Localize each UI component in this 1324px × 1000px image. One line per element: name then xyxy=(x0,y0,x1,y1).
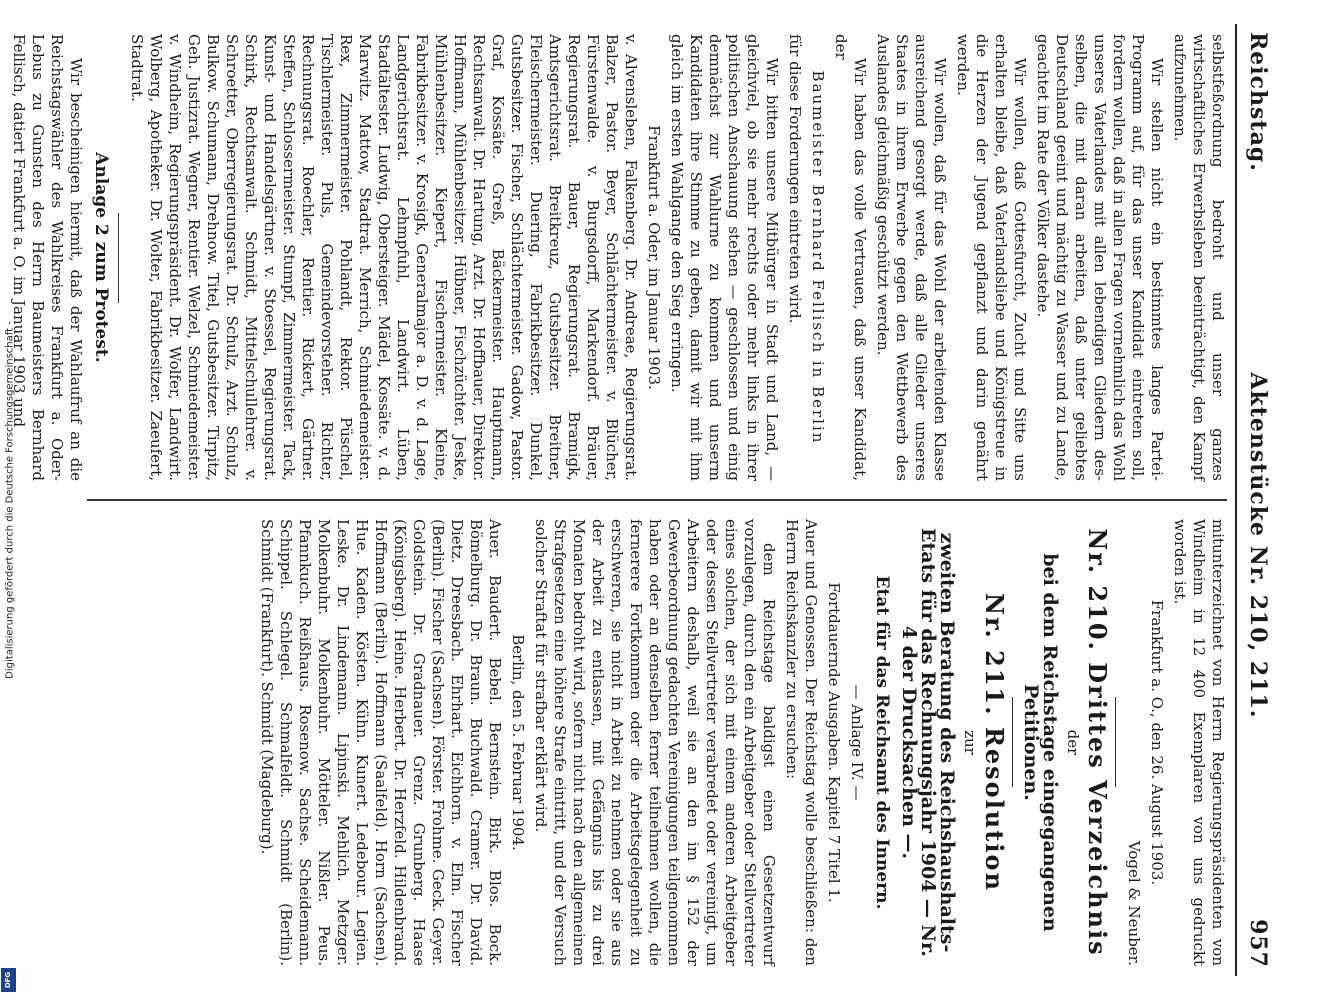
place-date: Berlin, den 5. Februar 1904. xyxy=(509,634,527,851)
signature: Vogel & Neuber. xyxy=(1125,840,1143,966)
separator xyxy=(1012,697,1013,787)
separator xyxy=(1115,697,1116,787)
annex-heading: Anlage 2 zum Protest. xyxy=(91,152,111,363)
place-date: Frankfurt a. O., den 26. August 1903. xyxy=(1148,599,1166,886)
document-number: Nr. 211. xyxy=(980,593,1009,717)
paragraph: Wir bitten unsere Mitbürger in Stadt und Land, — gleichviel, ob sie mehr rechts oder mehr links in ihrer politischen Anschauung stehen — geschlossen und einig demnächst zur Wahlurne zu kommen und unserm Kandidaten ihre Stimme zu geben, damit wir mit ihm gleich im ersten Wahlgange den Sieg erringen. xyxy=(668,34,781,481)
paragraph: mitunterzeichnet von Herrn Regierungspräsidenten von Windheim in 12 400 Exemplaren von uns gedruckt worden ist. xyxy=(1171,518,1227,966)
digitization-credit: Digitalisierung gefördert durch die Deutsche Forschungsgemeinschaft - xyxy=(4,321,16,679)
document-title: Resolution xyxy=(980,726,1009,892)
column-rule xyxy=(87,499,1227,501)
signatory-names: Auer. Baudert. Bebel. Bernstein. Birk. Blos. Bock. Bömelburg. Dr. Braun. Buchwald. Cramer. Dr. David. Dietz. Dreesbach. Ehrhart. Eichhorn. v. Elm. Fischer (Berlin). Fischer (Sachsen). Förster. Frohme. Geck. Geyer. Goldstein. Dr. Gradnauer. Grenz. Grunberg. Haase (Königsberg). Heine. Herbert. Dr. Herzfeld. Hildenbrand. Hoffmann (Berlin). Hoffmann (Saalfeld). Horn (Sachsen). Hue. Kaden. Kösten. Kühn. Kunert. Ledebour. Legien. Leske. Dr. Lindemann. Lipinski. Mehlich. Metzger. Molkenbuhr. Molkenbuhr. Mötteler. Nißler. Peus. Pfannkuch. Reißhaus. Rosenow. Sachse. Scheidemann. Schippel. Schlegel. Schmalfeldt. Schmidt (Berlin). Schmidt (Frankfurt). Schmidt (Magdeburg). xyxy=(258,518,504,966)
header-center: Aktenstücke Nr. 210, 211. xyxy=(1245,372,1271,719)
dfg-logo-text: DFG xyxy=(4,971,13,989)
dfg-logo xyxy=(1,968,16,992)
separator xyxy=(118,213,119,303)
connector-word: der xyxy=(1064,729,1082,756)
section-heading: Etat für das Reichsamt des Innern. xyxy=(872,575,892,910)
document-210-title xyxy=(1083,519,1112,966)
column-left xyxy=(10,24,1227,491)
place-date: Frankfurt a. Oder, im Januar 1903. xyxy=(645,125,663,390)
annex-label: — Anlage IV. — xyxy=(848,684,866,801)
paragraph: selbstfeßordnung bedroht und unser ganzes wirtschaftliches Erwerbsleben beeinträchtigt, den Kampf aufzunehmen. xyxy=(1171,34,1227,481)
page-number: 957 xyxy=(1245,919,1271,968)
document-title: Drittes Verzeichnis xyxy=(1083,662,1112,957)
paragraph: für diese Forderungen eintreten wird. xyxy=(786,34,804,324)
signatories: v. Alvensleben, Falkenberg. Dr. Andreae, Regierungsrat. Balzer, Pastor. Beyer, Schlächtermeister. v. Blücher, Fürstenwalde. v. Burgsdorff, Markendorf. Bräuer, Regierungsrat. Bauer, Regierungsrat. Bramigk, Amtsgerichtsrat. Breitkreuz, Gutsbesitzer. Breitner, Fleischermeister. Duering, Fabrikbesitzer. Dunkel, Gutsbesitzer. Fischer, Schlächtermeister. Gadow, Pastor. Graf, Kossäte. Greß, Bäckermeister. Hauptmann, Rechtsanwalt. Dr. Hartung, Arzt. Dr. Hoffbauer, Direktor. Hoffmann, Mühlenbesitzer. Hübner, Fischzüchter. Jeske, Mühlenbesitzer. Kiepert, Fischermeister. Kleine, Fabrikbesitzer. v. Krosigk, Generalmajor a. D. v. d. Lage, Landgerichtsrat. Lehmpfuhl, Landwirt. Lüben, Stadtältester. Ludwig, Obersteiger. Mädel, Kossäte. v. d. Marwitz. Mattow, Stadtrat. Merrich, Schmiedemeister. Rex, Zimmermeister. Pohlandt, Rektor. Püschel, Tischlermeister. Puls, Gemeindevorsteher. Richter, Rechnungsrat. Roechler, Rentier. Rickert, Gärtner. Steffen, Schlossermeister. Stumpf, Zimmermeister. Tack, Kunst- und Handelsgärtner. v. Stoessel, Regierungsrat. Schirk, Rechtsanwalt. Schmidt, Mittelschullehrer. v. Schroetter, Oberregierungsrat. Dr. Schulz, Arzt. Schulz, Bulkow. Schumann, Drehnow. Titel, Gutsbesitzer. Tirpitz, Geh. Justizrat. Wegner, Rentier. Welzel, Schmiedemeister. v. Windheim, Regierungspräsident. Dr. Wolfer, Landwirt. Wolberg, Apotheker. Dr. Wolter, Fabrikbesitzer. Zaeufert, Stadtrat. xyxy=(128,34,640,481)
annex-text: Wir bescheinigen hiermit, daß der Wahlaufruf an die Reichstagswähler des Wahlkreises Frankfurt a. Oder-Lebus zu Gunsten des Herrn Baumeisters Bernhard Fellisch, datiert Frankfurt a. O. im Januar 1903 und xyxy=(10,34,85,481)
header-rule xyxy=(1235,24,1237,976)
paragraph: Wir wollen, daß für das Wohl der arbeitenden Klasse ausreichend gesorgt werde, daß alle Glieder unseres Staates in ihrem Erwerbe gegen den Wettbewerb des Auslandes gleichmäßig geschützt werden. xyxy=(874,34,949,481)
motion-intro: Auer und Genossen. Der Reichstag wolle beschließen: den Herrn Reichskanzler zu ersuchen: xyxy=(783,518,820,966)
paragraph: Wir haben das volle Vertrauen, daß unser Kandidat, der xyxy=(832,34,869,481)
header-left: Reichstag. xyxy=(1245,32,1271,172)
document-subtitle: zweiten Beratung des Reichshaushalts-Etats für das Rechnungsjahr 1904 — Nr. 4 der Drucksachen —. xyxy=(898,528,958,957)
candidate-name: Baumeister Bernhard Fellisch in Berlin xyxy=(809,70,827,445)
running-head xyxy=(1241,24,1271,976)
document-211-title xyxy=(980,519,1009,966)
paragraph: Wir wollen, daß Gottesfurcht, Zucht und Sitte uns erhalten bleibe, daß Vaterlandsliebe und Königstreue in die Herzen der Jugend gepflanzt und darin genährt werden. xyxy=(954,34,1029,481)
document-subtitle: bei dem Reichstage eingegangenen Petitionen. xyxy=(1020,553,1061,932)
connector-word: zur xyxy=(961,730,979,755)
chapter-label: Fortdauernde Ausgaben. Kapitel 7 Titel 1. xyxy=(825,582,843,903)
document-number: Nr. 210. xyxy=(1083,528,1112,652)
column-right xyxy=(87,509,1227,976)
paragraph: Wir stellen nicht ein bestimmtes langes Partei-Programm auf, für das unser Kandidat eintreten soll, fordern wollen, daß in allen Fragen vornehmlich das Wohl unseres Vaterlandes mit allen lebendigen Gliedern des-selben, die mit daran arbeiten, daß unter geliebtes Deutschland geeint und mächtig zu Wasser und zu Lande, geachtet im Rate der Völker dastehe. xyxy=(1034,34,1166,481)
motion-text: dem Reichstage baldigst einen Gesetzentwurf vorzulegen, durch den ein Arbeitgeber oder Stellvertreter eines solchen, der sich mit einem anderen Arbeitgeber oder dessen Stellvertreter verabredet oder vereinigt, um Arbeitern deshalb, weil sie an den im § 152 der Gewerbeordnung gedachten Vereinigungen teilgenommen haben oder an denselben ferner teilnehmen wollen, die fernerere Fortkommen oder die Arbeitsgelegenheit zu erschweren, sie nicht in Arbeit zu nehmen oder sie aus der Arbeit zu entlassen, mit Gefängnis bis zu drei Monaten bedroht wird, sofern nicht nach den allgemeinen Strafgesetzen eine höhere Strafe eintritt, und der Versuch solcher Straftat für strafbar erklärt wird. xyxy=(532,518,778,966)
